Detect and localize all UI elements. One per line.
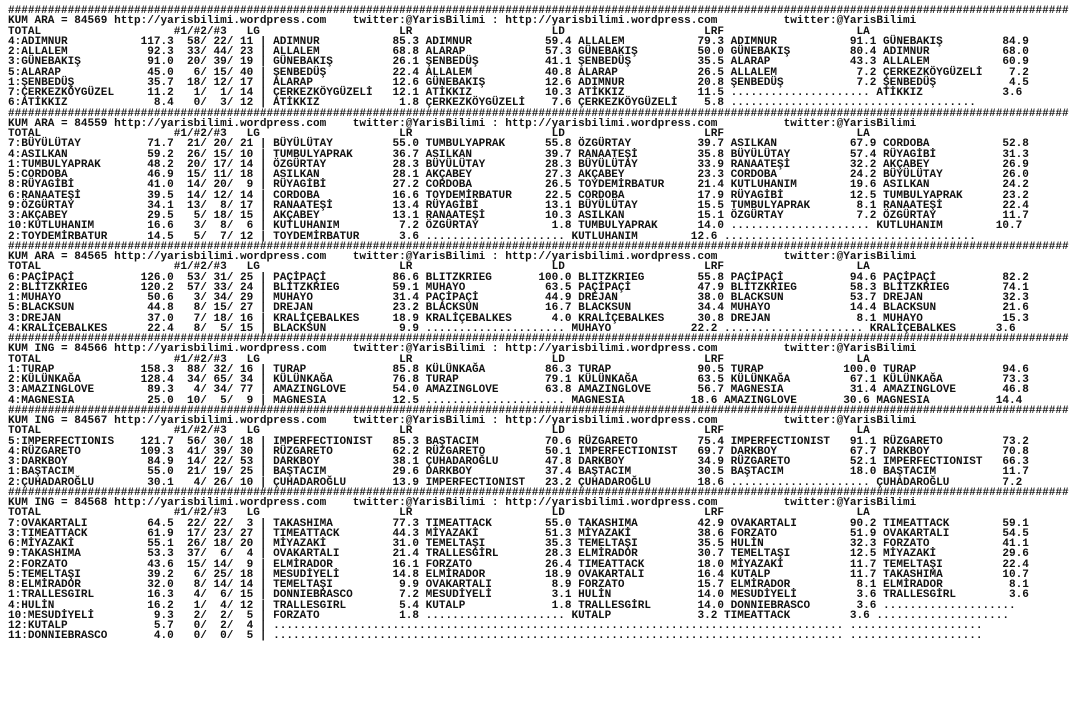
race-block — [8, 242, 1077, 334]
table-row: 6:PAÇİPAÇİ 126.0 53/ 31/ 25 | PAÇİPAÇİ 86.6 BLITZKRIEG 100.0 BLITZKRIEG 55.8 PAÇİPAÇİ 94.6 PAÇİPAÇİ 82.2 — [8, 271, 1029, 284]
table-row: 4:HULİN 16.2 1/ 4/ 12 | TRALLESGIRL 5.4 KUTALP 1.8 TRALLESGİRL 14.0 DONNIEBRASCO 3.6 .................... — [8, 599, 1016, 612]
table-row: 10:MESUDİYELİ 9.3 2/ 2/ 5 | FORZATO 1.8 ..................... KUTALP 3.2 TIMEATTACK 3.6 .................... — [8, 609, 1010, 622]
table-row: 8:ELMİRADOR 32.0 8/ 14/ 14 | TEMELTAŞI 9.9 OVAKARTALI 8.9 FORZATO 15.7 ELMİRADOR 8.1 ELMİRADOR 8.1 — [8, 579, 1029, 591]
table-row: 4:KRALİÇEBALKES 22.4 8/ 5/ 15 | BLACKSUN 9.9 ..................... MUHAYO 22.2 ..................... KRALİÇEBALKES 3.6 — [8, 322, 1016, 335]
table-row: 8:RÜYAGİBİ 41.0 14/ 20/ 9 | RÜYAGİBİ 27.2 CORDOBA 26.5 TOYDEMİRBATUR 21.4 KUTLUHANIM 19.6 ASILKAN 24.2 — [8, 179, 1029, 192]
race-header: KUM ING = 84567 http://yarisbilimi.wordpress.com twitter:@YarisBilimi : http://yarisbilimi.wordpress.com twitter:@YarisBilimi — [8, 415, 917, 427]
table-row: 4:MAGNESIA 25.0 10/ 5/ 9 | MAGNESIA 12.5 ..................... MAGNESIA 18.6 AMAZINGLOVE 30.6 MAGNESIA 14.4 — [8, 394, 1023, 407]
race-header: KUM ING = 84566 http://yarisbilimi.wordpress.com twitter:@YarisBilimi : http://yarisbilimi.wordpress.com twitter:@YarisBilimi — [8, 343, 917, 356]
table-row: 7:BÜYÜLÜTAY 71.7 21/ 20/ 21 | BÜYÜLÜTAY 55.0 TUMBULYAPRAK 55.8 ÖZGÜRTAY 39.7 ASILKAN 67.9 CORDOBA 52.8 — [8, 138, 1029, 151]
race-block — [8, 334, 1077, 406]
table-row: 5:BLACKSUN 44.8 8/ 15/ 27 | DREJAN 23.2 BLACKSUN 16.7 BLACKSUN 34.4 MUHAYO 14.4 BLACKSUN 21.6 — [8, 302, 1029, 315]
table-row: 3:GÜNEBAKIŞ 91.0 20/ 39/ 19 | GÜNEBAKIŞ 26.1 ŞENBEDÜŞ 41.1 ŞENBEDÜŞ 35.5 ALARAP 43.3 ALLALEM 60.9 — [8, 56, 1029, 69]
column-headers: TOTAL #1/#2/#3 LG LR LD LRF LA — [8, 507, 870, 520]
separator-line: ################################################################################################################################################################ — [8, 240, 1069, 253]
table-row: 2:FORZATO 43.6 15/ 14/ 9 | ELMİRADOR 16.1 FORZATO 26.4 TIMEATTACK 18.0 MİYAZAKİ 11.7 TEMELTAŞI 22.4 — [8, 558, 1029, 571]
table-row: 9:TAKASHIMA 53.3 37/ 6/ 4 | OVAKARTALI 21.4 TRALLESGİRL 28.3 ELMİRADOR 30.7 TEMELTAŞI 12.5 MİYAZAKİ 29.6 — [8, 548, 1029, 561]
table-row: 10:KUTLUHANIM 16.6 3/ 8/ 6 | KUTLUHANIM 7.2 ÖZGÜRTAY 1.8 TUMBULYAPRAK 14.0 ..................... KUTLUHANIM 10.7 — [8, 220, 1023, 233]
column-headers: TOTAL #1/#2/#3 LG LR LD LRF LA — [8, 25, 870, 38]
table-row: 2:KÜLÜNKAĞA 128.4 34/ 65/ 34 | KÜLÜNKAĞA 76.8 TURAP 79.1 KÜLÜNKAĞA 63.5 KÜLÜNKAĞA 67.1 KÜLÜNKAĞA 73.3 — [8, 374, 1029, 386]
table-row: 6:ATİKKIZ 8.4 0/ 3/ 12 | ATİKKIZ 1.8 ÇERKEZKÖYGÜZELİ 7.6 ÇERKEZKÖYGÜZELİ 5.8 ..................................... — [8, 97, 976, 110]
separator-line: ################################################################################################################################################################ — [8, 333, 1069, 345]
table-row: 4:RÜZGARETO 109.3 41/ 39/ 30 | RÜZGARETO 62.2 RÜZGARETO 50.1 IMPERFECTIONIST 69.7 DARKBOY 67.7 DARKBOY 70.8 — [8, 445, 1029, 458]
table-row: 5:TEMELTAŞI 39.2 6/ 25/ 18 | MESUDİYELİ 14.8 ELMİRADOR 18.9 OVAKARTALI 16.4 KUTALP 11.7 TAKASHIMA 10.7 — [8, 568, 1029, 581]
table-row: 5:IMPERFECTIONIS 121.7 56/ 30/ 18 | IMPERFECTIONIST 85.3 BAŞTACIM 70.6 RÜZGARETO 75.4 IMPERFECTIONIST 91.1 RÜZGARETO 73.2 — [8, 435, 1029, 448]
race-block — [8, 109, 1077, 242]
table-row: 9:ÖZGÜRTAY 34.1 13/ 8/ 17 | RANAATEŞİ 13.4 RÜYAGİBİ 13.1 BÜYÜLÜTAY 15.5 TUMBULYAPRAK 8.1 RANAATEŞİ 22.4 — [8, 199, 1029, 212]
table-row: 2:ÇUHADAROĞLU 30.1 4/ 26/ 10 | ÇUHADAROĞLU 13.9 IMPERFECTIONIST 23.2 ÇUHADAROĞLU 18.6 ..................... ÇUHADAROĞLU 7.2 — [8, 476, 1023, 489]
table-row: 6:MİYAZAKİ 55.1 26/ 18/ 20 | MİYAZAKİ 31.0 TEMELTAŞI 35.3 TEMELTAŞI 35.5 HULİN 32.3 FORZATO 41.1 — [8, 538, 1029, 550]
table-row: 4:ASILKAN 59.2 26/ 15/ 10 | TUMBULYAPRAK 36.7 ASILKAN 39.7 RANAATEŞİ 35.8 BÜYÜLÜTAY 57.4 RÜYAGİBİ 31.3 — [8, 148, 1029, 161]
table-row: 7:ÇERKEZKÖYGÜZEL 11.2 1/ 1/ 14 | ÇERKEZKÖYGÜZELİ 12.1 ATİKKIZ 10.3 ATİKKIZ 11.5 ..................... ATİKKIZ 3.6 — [8, 87, 1023, 99]
race-block — [8, 6, 1077, 109]
table-row: 3:AKÇABEY 29.5 5/ 18/ 15 | AKÇABEY 13.1 RANAATEŞİ 10.3 ASILKAN 15.1 ÖZGÜRTAY 7.2 ÖZGÜRTAY 11.7 — [8, 210, 1029, 222]
race-block — [8, 488, 1077, 642]
race-header: KUM ARA = 84569 http://yarisbilimi.wordpress.com twitter:@YarisBilimi : http://yarisbilimi.wordpress.com twitter:@YarisBilimi — [8, 15, 917, 28]
table-row: 1:MUHAYO 50.6 3/ 34/ 29 | MUHAYO 31.4 PAÇİPAÇİ 44.9 DREJAN 38.0 BLACKSUN 53.7 DREJAN 32.3 — [8, 292, 1029, 304]
table-row: 1:TUMBULYAPRAK 48.2 20/ 17/ 14 | ÖZGÜRTAY 28.3 BÜYÜLÜTAY 28.3 BÜYÜLÜTAY 33.9 RANAATEŞİ 32.2 AKÇABEY 26.9 — [8, 158, 1029, 171]
table-row: 3:AMAZINGLOVE 89.3 4/ 34/ 77 | AMAZINGLOVE 54.0 AMAZINGLOVE 63.8 AMAZINGLOVE 56.7 MAGNESIA 31.4 AMAZINGLOVE 46.8 — [8, 384, 1029, 397]
race-block — [8, 406, 1077, 488]
table-row: 1:TRALLESGIRL 16.3 4/ 6/ 15 | DONNIEBRASCO 7.2 MESUDİYELİ 3.1 HULİN 14.0 MESUDİYELİ 3.6 TRALLESGİRL 3.6 — [8, 589, 1029, 602]
table-row: 1:TURAP 158.3 88/ 32/ 16 | TURAP 85.8 KÜLÜNKAĞA 86.3 TURAP 90.5 TURAP 100.0 TURAP 94.6 — [8, 363, 1029, 376]
column-headers: TOTAL #1/#2/#3 LG LR LD LRF LA — [8, 128, 870, 140]
table-row: 6:RANAATEŞİ 39.5 14/ 12/ 14 | CORDOBA 16.6 TOYDEMİRBATUR 22.5 CORDOBA 17.9 RÜYAGİBİ 12.5 TUMBULYAPRAK 23.2 — [8, 189, 1029, 202]
table-row: 5:CORDOBA 46.9 15/ 11/ 18 | ASILKAN 28.1 AKÇABEY 27.3 AKÇABEY 23.3 CORDOBA 24.2 BÜYÜLÜTAY 26.0 — [8, 169, 1029, 181]
table-row: 11:DONNIEBRASCO 4.0 0/ 0/ 5 | ...................................................................................... .................... — [8, 630, 983, 643]
table-row: 2:TOYDEMİRBATUR 14.5 5/ 7/ 12 | TOYDEMİRBATUR 3.6 ..................... KUTLUHANIM 12.6 ...................................... — [8, 230, 976, 243]
table-row: 3:DREJAN 37.0 7/ 18/ 16 | KRALİÇEBALKES 18.9 KRALİÇEBALKES 4.0 KRALİÇEBALKES 30.8 DREJAN 8.1 MUHAYO 15.3 — [8, 312, 1029, 325]
separator-line: ################################################################################################################################################################ — [8, 404, 1069, 417]
table-row: 3:DARKBOY 84.9 14/ 22/ 53 | DARKBOY 38.1 ÇUHADAROĞLU 47.8 DARKBOY 34.9 RÜZGARETO 52.1 IMPERFECTIONIST 66.3 — [8, 456, 1029, 468]
race-header: KUM ING = 84568 http://yarisbilimi.wordpress.com twitter:@YarisBilimi : http://yarisbilimi.wordpress.com twitter:@YarisBilimi — [8, 497, 917, 509]
table-row: 3:TIMEATTACK 61.9 17/ 23/ 27 | TIMEATTACK 44.3 MİYAZAKİ 51.3 MİYAZAKİ 38.6 FORZATO 51.9 OVAKARTALI 54.5 — [8, 527, 1029, 540]
table-row: 2:ALLALEM 92.3 33/ 44/ 23 | ALLALEM 68.8 ALARAP 57.3 GÜNEBAKIŞ 50.0 GÜNEBAKIŞ 80.4 ADIMNUR 68.0 — [8, 46, 1029, 58]
race-header: KUM ARA = 84565 http://yarisbilimi.wordpress.com twitter:@YarisBilimi : http://yarisbilimi.wordpress.com twitter:@YarisBilimi — [8, 251, 917, 263]
separator-line: ################################################################################################################################################################ — [8, 5, 1069, 17]
table-row: 5:ALARAP 45.0 6/ 15/ 40 | ŞENBEDÜŞ 22.4 ALLALEM 40.8 ALARAP 26.5 ALLALEM 7.2 ÇERKEZKÖYGÜZELİ 7.2 — [8, 66, 1029, 79]
table-row: 2:BLITZKRIEG 120.2 57/ 33/ 24 | BLITZKRIEG 59.1 MUHAYO 63.5 PAÇİPAÇİ 47.9 BLITZKRIEG 58.3 BLITZKRIEG 74.1 — [8, 281, 1029, 294]
separator-line: ################################################################################################################################################################ — [8, 486, 1069, 499]
race-header: KUM ARA = 84559 http://yarisbilimi.wordpress.com twitter:@YarisBilimi : http://yarisbilimi.wordpress.com twitter:@YarisBilimi — [8, 117, 917, 130]
column-headers: TOTAL #1/#2/#3 LG LR LD LRF LA — [8, 261, 870, 274]
column-headers: TOTAL #1/#2/#3 LG LR LD LRF LA — [8, 353, 870, 366]
column-headers: TOTAL #1/#2/#3 LG LR LD LRF LA — [8, 425, 870, 438]
table-row: 1:BAŞTACIM 55.0 21/ 19/ 25 | BAŞTACIM 29.6 DARKBOY 37.4 BAŞTACIM 30.5 BAŞTACIM 18.0 BAŞTACIM 11.7 — [8, 466, 1029, 479]
table-row: 7:OVAKARTALI 64.5 22/ 22/ 3 | TAKASHIMA 77.3 TIMEATTACK 55.0 TAKASHIMA 42.9 OVAKARTALI 90.2 TIMEATTACK 59.1 — [8, 517, 1029, 530]
table-row: 1:ŞENBEDÜŞ 35.7 18/ 12/ 17 | ALARAP 12.6 GÜNEBAKIŞ 12.6 ADIMNUR 20.8 ŞENBEDÜŞ 7.2 ŞENBEDÜŞ 4.5 — [8, 76, 1029, 89]
separator-line: ################################################################################################################################################################ — [8, 107, 1069, 120]
table-row: 4:ADIMNUR 117.3 58/ 22/ 11 | ADIMNUR 85.3 ADIMNUR 59.4 ALLALEM 79.3 ADIMNUR 91.1 GÜNEBAKIŞ 84.9 — [8, 35, 1029, 48]
table-row: 12:KUTALP 5.7 0/ 2/ 4 | ...................................................................................... .................... — [8, 620, 983, 632]
